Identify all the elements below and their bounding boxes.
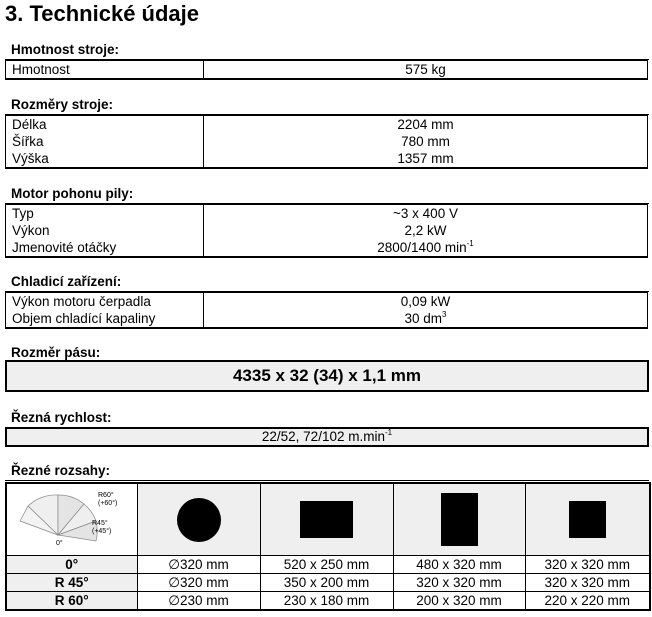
cutting-speed-value: 22/52, 72/102 m.min [261, 429, 385, 444]
coolant-volume-label: Objem chladící kapaliny [6, 310, 204, 327]
weight-label: Hmotnost [6, 61, 204, 78]
motor-power-value: 2,2 kW [404, 223, 447, 238]
tall-rectangle-icon [441, 493, 478, 546]
cutting-speed-box [5, 427, 649, 447]
motor-power-label: Výkon [6, 222, 204, 239]
ranges-icon-row [6, 483, 650, 556]
square-shape-icon [569, 501, 606, 538]
range-wide-rect: 520 x 250 mm [260, 556, 393, 574]
motor-type-label: Typ [6, 205, 204, 222]
weight-heading: Hmotnost stroje: [11, 42, 119, 57]
range-row-0 [6, 556, 650, 574]
diagram-label-r45: R45° [91, 520, 108, 527]
page-title: 3. Technické údaje [5, 1, 200, 26]
tall-rectangle-cell [393, 483, 525, 556]
wide-rectangle-icon [300, 501, 353, 538]
motor-type-value: ~3 x 400 V [393, 206, 458, 221]
circle-shape-cell [137, 483, 260, 556]
pump-power-value: 0,09 kW [400, 294, 451, 309]
weight-row [6, 61, 647, 78]
ranges-heading: Řezné rozsahy: [11, 463, 111, 478]
length-value: 2204 mm [397, 117, 454, 132]
motor-speed-value-cell [204, 239, 647, 256]
range-tall-rect: 320 x 320 mm [393, 574, 525, 592]
cutting-speed-exponent: -1 [384, 428, 393, 437]
motor-table [5, 204, 648, 258]
motor-row-speed [6, 239, 647, 256]
range-tall-rect: 200 x 320 mm [393, 592, 525, 611]
range-tall-rect: 480 x 320 mm [393, 556, 525, 574]
diagram-label-r60: R60° [97, 492, 114, 499]
range-circle: ∅320 mm [137, 574, 260, 592]
width-label: Šířka [6, 133, 204, 150]
cooling-table [5, 292, 648, 329]
motor-speed-unit-exponent: -1 [466, 239, 474, 248]
range-square: 320 x 320 mm [525, 574, 650, 592]
diagram-label-r45-plus: (+45°) [91, 528, 112, 535]
weight-value: 575 kg [405, 62, 446, 77]
diagram-label-0: 0° [55, 540, 63, 547]
cutting-angle-diagram [12, 485, 132, 551]
range-wide-rect: 230 x 180 mm [260, 592, 393, 611]
range-circle: ∅230 mm [137, 592, 260, 611]
coolant-volume-value: 30 dm [404, 311, 443, 326]
belt-size-value: 4335 x 32 (34) x 1,1 mm [5, 360, 649, 392]
diagram-label-r60-plus: (+60°) [97, 500, 118, 507]
dimension-row-length [6, 116, 647, 133]
angle-diagram-cell [6, 483, 137, 556]
range-square: 320 x 320 mm [525, 556, 650, 574]
range-row-45 [6, 574, 650, 592]
range-angle: R 60° [6, 592, 137, 611]
length-label: Délka [6, 116, 204, 133]
coolant-volume-exponent: 3 [442, 310, 447, 319]
motor-row-type [6, 205, 647, 222]
height-value: 1357 mm [397, 151, 454, 166]
motor-heading: Motor pohonu pily: [11, 186, 134, 201]
square-shape-cell [525, 483, 650, 556]
cooling-row-pump [6, 293, 647, 310]
motor-speed-value: 2800/1400 min [377, 240, 467, 255]
belt-heading: Rozměr pásu: [11, 345, 101, 360]
pump-power-label: Výkon motoru čerpadla [6, 293, 204, 310]
range-circle: ∅320 mm [137, 556, 260, 574]
wide-rectangle-cell [260, 483, 393, 556]
range-square: 220 x 220 mm [525, 592, 650, 611]
cooling-row-volume [6, 310, 647, 327]
dimensions-heading: Rozměry stroje: [11, 97, 114, 112]
motor-speed-label: Jmenovité otáčky [6, 239, 204, 256]
motor-row-power [6, 222, 647, 239]
dimensions-table [5, 115, 648, 169]
cooling-heading: Chladicí zařízení: [11, 274, 122, 289]
circle-shape-icon [177, 498, 221, 542]
range-row-60 [6, 592, 650, 611]
dimension-row-height [6, 150, 647, 167]
range-wide-rect: 350 x 200 mm [260, 574, 393, 592]
range-angle: 0° [6, 556, 137, 574]
range-angle: R 45° [6, 574, 137, 592]
height-label: Výška [6, 150, 204, 167]
coolant-volume-value-cell [204, 310, 647, 327]
cutting-ranges-table [5, 482, 651, 611]
dimension-row-width [6, 133, 647, 150]
weight-table [5, 60, 648, 80]
speed-heading: Řezná rychlost: [11, 410, 112, 425]
ranges-rule [5, 480, 649, 481]
width-value: 780 mm [401, 134, 450, 149]
